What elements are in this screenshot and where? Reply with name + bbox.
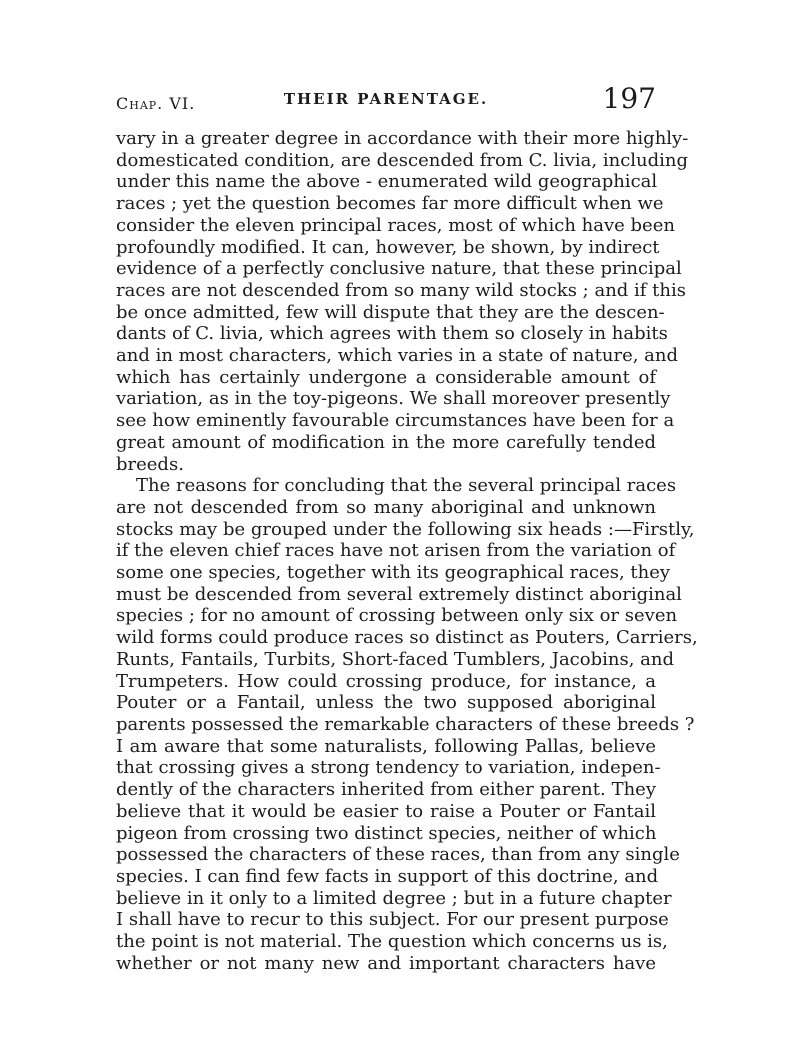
text-line: possessed the characters of these races, than from any single <box>116 844 680 866</box>
text-line: breeds. <box>116 453 184 475</box>
text-line: parents possessed the remarkable characters of these breeds ? <box>116 713 695 735</box>
text-line: the point is not material. The question which concerns us is, <box>116 931 668 953</box>
text-line: are not descended from so many aboriginal and unknown <box>116 496 656 518</box>
text-line: Pouter or a Fantail, unless the two supposed aboriginal <box>116 692 656 714</box>
text-line: species ; for no amount of crossing between only six or seven <box>116 605 678 627</box>
text-line: be once admitted, few will dispute that they are the descen- <box>116 301 665 323</box>
text-line: great amount of modification in the more carefully tended <box>116 431 656 453</box>
chapter-label: Chap. VI. <box>116 94 196 113</box>
text-line: dently of the characters inherited from either parent. They <box>116 779 656 801</box>
running-title: THEIR PARENTAGE. <box>283 90 489 108</box>
text-line: believe in it only to a limited degree ; but in a future chapter <box>116 887 672 909</box>
text-line: species. I can find few facts in support of this doctrine, and <box>116 865 659 887</box>
text-line: Trumpeters. How could crossing produce, for instance, a <box>116 670 656 692</box>
text-line: that crossing gives a strong tendency to variation, indepen- <box>116 757 661 779</box>
text-line: evidence of a perfectly conclusive nature, that these principal <box>116 258 682 280</box>
text-line: which has certainly undergone a considerable amount of <box>116 366 656 388</box>
paragraph <box>116 128 689 475</box>
text-line: under this name the above - enumerated wild geographical <box>116 171 658 193</box>
text-line: pigeon from crossing two distinct species, neither of which <box>116 822 657 844</box>
text-line: see how eminently favourable circumstances have been for a <box>116 410 675 432</box>
text-line: stocks may be grouped under the following six heads :—Firstly, <box>116 518 695 540</box>
text-line: dants of C. livia, which agrees with them so closely in habits <box>116 323 668 345</box>
text-line: domesticated condition, are descended from C. livia, including <box>116 149 689 171</box>
text-line: vary in a greater degree in accordance with their more highly- <box>116 128 689 149</box>
page-number: 197 <box>602 82 656 115</box>
text-line: races are not descended from so many wild stocks ; and if this <box>116 279 686 301</box>
text-line: and in most characters, which varies in a state of nature, and <box>116 345 679 367</box>
paragraph <box>116 475 698 974</box>
running-header <box>116 82 656 118</box>
body-text <box>116 128 698 974</box>
text-line: consider the eleven principal races, most of which have been <box>116 214 675 236</box>
text-line: profoundly modified. It can, however, be shown, by indirect <box>116 236 660 258</box>
text-line: if the eleven chief races have not arisen from the variation of <box>116 540 676 562</box>
text-line: believe that it would be easier to raise a Pouter or Fantail <box>116 800 656 822</box>
text-line: Runts, Fantails, Turbits, Short-faced Tumblers, Jacobins, and <box>116 648 674 670</box>
text-line: wild forms could produce races so distinct as Pouters, Carriers, <box>116 627 698 649</box>
text-line: The reasons for concluding that the several principal races <box>136 475 677 497</box>
text-line: I shall have to recur to this subject. For our present purpose <box>116 909 669 931</box>
text-line: variation, as in the toy-pigeons. We shall moreover presently <box>116 388 671 410</box>
text-line: must be descended from several extremely distinct aboriginal <box>116 583 682 605</box>
text-line: some one species, together with its geographical races, they <box>116 562 671 584</box>
text-line: whether or not many new and important characters have <box>116 952 656 974</box>
text-line: races ; yet the question becomes far more difficult when we <box>116 193 664 215</box>
text-line: I am aware that some naturalists, following Pallas, believe <box>116 735 656 757</box>
